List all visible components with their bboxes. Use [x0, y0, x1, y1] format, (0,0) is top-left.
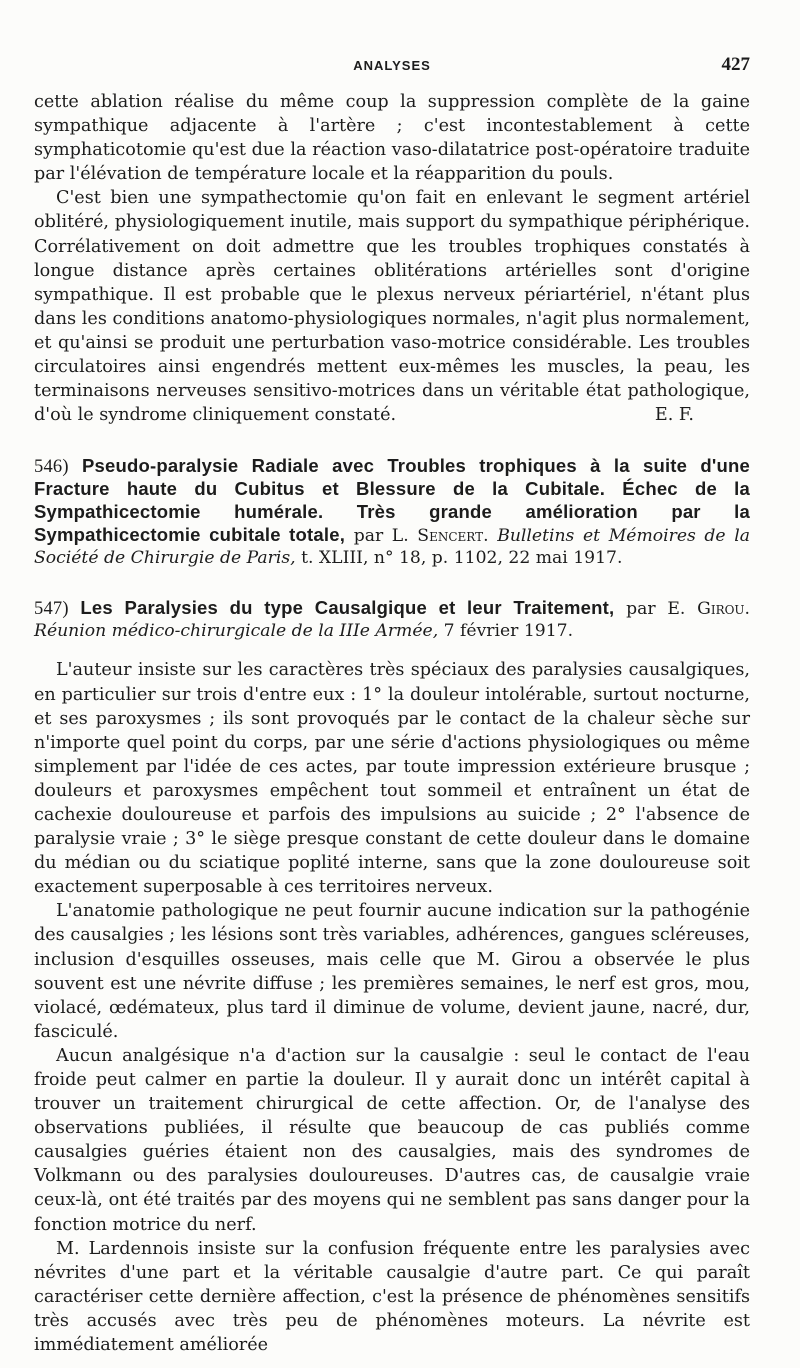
page	[34, 50, 750, 1357]
page-header	[34, 50, 750, 90]
carry-over-paragraph-2: C'est bien une sympathectomie qu'on fait en enlevant le segment artériel oblitéré, physiologiquement inutile, mais support du sympathique périphérique. Corrélativement on doit admettre que les troubles trophiques constatés à longue distance après certaines oblitérations artérielles sont d'origine sympathique. Il est probable que le plexus nerveux périartériel, n'étant plus dans les conditions anatomo-physiologiques normales, n'agit plus normalement, et qu'ainsi se produit une perturbation vaso-motrice considérable. Les troubles circulatoires ainsi engendrés mettent eux-mêmes les muscles, la peau, les terminaisons nerveuses sensitivo-motrices dans un véritable état pathologique, d'où le syndrome cliniquement constaté.	[34, 188, 750, 426]
entry-547-title: Les Paralysies du type Causalgique et leur Traitement,	[80, 597, 615, 619]
running-head: ANALYSES	[353, 58, 431, 73]
carry-over-paragraph-1: cette ablation réalise du même coup la suppression complète de la gaine sympathique adjacente à l'artère ; c'est incontestablement à cette symphaticotomie qu'est due la réaction vaso-dilatatrice post-opératoire traduite par l'élévation de température locale et la réapparition du pouls.	[34, 92, 750, 185]
signature: E. F.	[654, 405, 694, 426]
entry-547-ref: 7 février 1917.	[443, 621, 574, 642]
entry-546-title: Pseudo-paralysie Radiale avec Troubles trophiques à la suite d'une Fracture haute du Cubitus et Blessure de la Cubitale. Échec de la Sympathicectomie humérale. Très grande amélioration par la Sympathicectomie cubitale totale,	[34, 455, 750, 546]
entry-547-source: Réunion médico-chirurgicale de la IIIe Armée,	[34, 621, 439, 642]
entry-546-number: 546)	[34, 457, 69, 478]
page-number: 427	[721, 54, 750, 75]
entry-547-paragraph-1: L'auteur insiste sur les caractères très spéciaux des paralysies causalgiques, en particulier sur trois d'entre eux : 1° la douleur intolérable, surtout nocturne, et ses paroxysmes ; ils sont provoqués par le contact de la chaleur sèche sur n'importe quel point du corps, par une série d'actions physiologiques ou même simplement par l'idée de ces actes, par toute impression extérieure brusque ; douleurs et paroxysmes empêchent tout sommeil et entraînent un état de cachexie douloureuse et parfois des impulsions au suicide ; 2° l'absence de paralysie vraie ; 3° le siège presque constant de cette douleur dans le domaine du médian ou du sciatique poplité interne, sans que la zone douloureuse soit exactement superposable à ces territoires nerveux.	[34, 660, 750, 898]
entry-547-author: Girou.	[697, 599, 751, 620]
entry-546-author-prefix: par L.	[353, 526, 409, 547]
entry-547-number: 547)	[34, 599, 69, 620]
entry-546-ref: t. XLIII, n° 18, p. 1102, 22 mai 1917.	[301, 548, 623, 569]
entry-547-paragraph-4: M. Lardennois insiste sur la confusion fréquente entre les paralysies avec névrites d'une part et la véritable causalgie d'autre part. Ce qui paraît caractériser cette dernière affection, c'est la présence de phénomènes sensitifs très accusés avec très peu de phénomènes moteurs. La névrite est immédiatement améliorée	[34, 1238, 750, 1356]
entry-546-source: Bulletins et Mémoires de la Société de Chirurgie de Paris,	[34, 526, 750, 569]
entry-547-paragraph-2: L'anatomie pathologique ne peut fournir aucune indication sur la pathogénie des causalgies ; les lésions sont très variables, adhérences, gangues scléreuses, inclusion d'esquilles osseuses, mais celle que M. Girou a observée le plus souvent est une névrite diffuse ; les premières semaines, le nerf est gros, mou, violacé, œdémateux, plus tard il diminue de volume, devient jaune, nacré, dur, fasciculé.	[34, 901, 750, 1042]
entry-547-paragraph-3: Aucun analgésique n'a d'action sur la causalgie : seul le contact de l'eau froide peut calmer en partie la douleur. Il y aurait donc un intérêt capital à trouver un traitement chirurgical de cette affection. Or, de l'analyse des observations publiées, il résulte que beaucoup de cas publiés comme causalgies guéries étaient non des causalgies, mais des syndromes de Volkmann ou des paralysies douloureuses. D'autres cas, de causalgie vraie ceux-là, ont été traités par des moyens qui ne semblent pas sans danger pour la fonction motrice du nerf.	[34, 1045, 750, 1235]
entry-547-author-prefix: par E.	[626, 599, 686, 620]
entry-546-author: Sencert.	[417, 526, 489, 547]
entry-547-heading	[34, 597, 750, 642]
entry-547	[34, 597, 750, 1357]
entry-546	[34, 455, 750, 569]
entry-546-heading	[34, 455, 750, 569]
